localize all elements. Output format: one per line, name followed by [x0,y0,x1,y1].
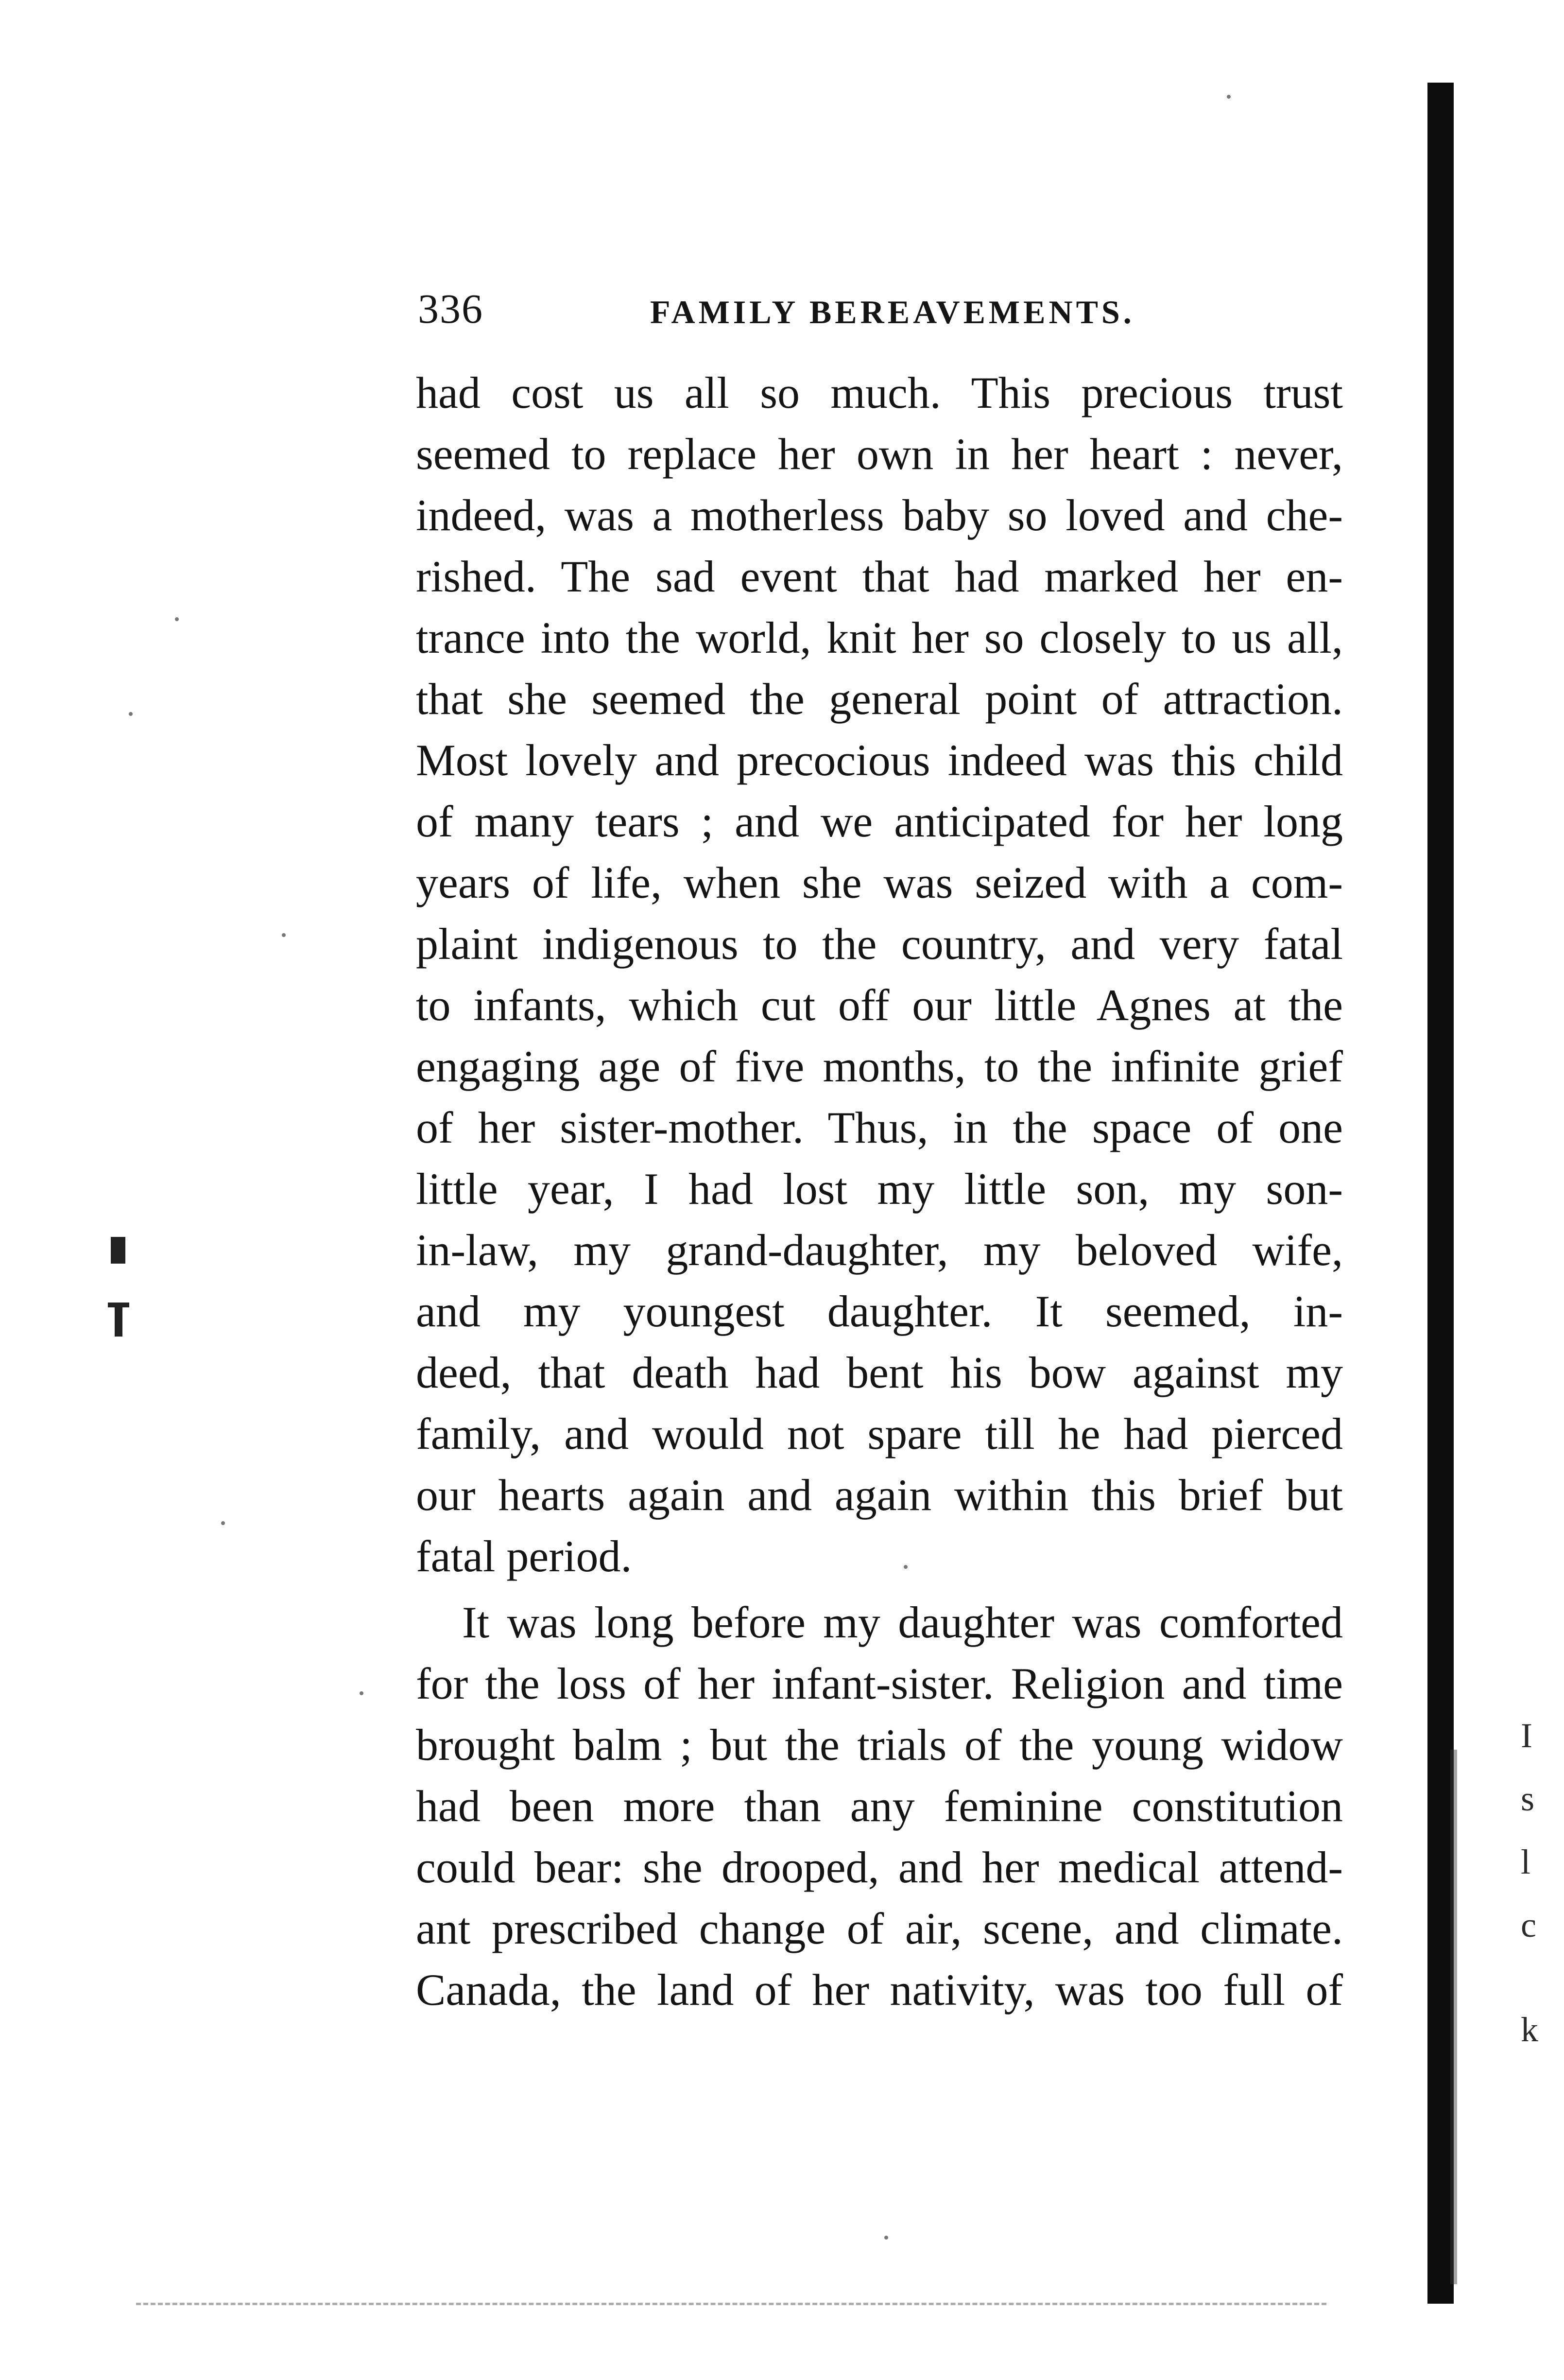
text-line: rished. The sad event that had marked her en- [416,552,1343,601]
scan-speck [1227,95,1231,99]
margin-mark [111,1237,125,1264]
text-line: Most lovely and precocious indeed was this child [416,735,1343,785]
text-line: trance into the world, knit her so closely to us all, [416,613,1343,662]
scan-speck [129,712,133,716]
text-line: engaging age of five months, to the infinite grief [416,1042,1343,1091]
scan-speck [282,933,286,937]
scan-speck [904,1565,908,1569]
text-line: deed, that death had bent his bow against my [416,1348,1343,1397]
bleed-through-letter: k [1521,2010,1538,2049]
scan-speck [175,617,179,621]
paragraph [416,1592,1343,2020]
text-line: to infants, which cut off our little Agnes at the [416,980,1343,1030]
text-line: our hearts again and again within this brief but [416,1470,1343,1520]
text-line: could bear: she drooped, and her medical attend- [416,1842,1343,1892]
text-line: It was long before my daughter was comforted [462,1598,1343,1647]
text-line: that she seemed the general point of attraction. [416,674,1343,724]
text-line: had been more than any feminine constitution [416,1781,1343,1831]
text-line: in-law, my grand-daughter, my beloved wife, [416,1225,1343,1275]
text-line: family, and would not spare till he had pierced [416,1409,1343,1459]
text-line: for the loss of her infant-sister. Religion and time [416,1659,1343,1708]
scan-speck [221,1521,225,1525]
bleed-through-letter: l [1521,1842,1531,1881]
page-number: 336 [418,285,483,332]
text-line: of her sister-mother. Thus, in the space of one [416,1103,1343,1152]
page-header [418,284,1351,338]
text-line: and my youngest daughter. It seemed, in- [416,1286,1343,1336]
bleed-through-letter: s [1521,1779,1535,1818]
binding-shadow-fade [1450,1750,1457,2284]
bleed-through-letter: c [1521,1906,1536,1945]
scan-edge-line [136,2303,1326,2305]
running-head: FAMILY BEREAVEMENTS. [650,294,1135,330]
text-line: indeed, was a motherless baby so loved and che- [416,490,1343,540]
text-line: fatal period. [416,1531,632,1581]
text-line: years of life, when she was seized with a com- [416,858,1343,907]
text-line: ant prescribed change of air, scene, and climate. [416,1904,1343,1953]
bleed-through-letter: I [1521,1716,1532,1755]
margin-mark [115,1307,122,1337]
body-text [416,362,1343,2020]
scan-speck [360,1691,363,1695]
text-line: seemed to replace her own in her heart : never, [416,429,1343,479]
margin-mark [108,1303,129,1307]
text-line: brought balm ; but the trials of the young widow [416,1720,1343,1770]
text-line: Canada, the land of her nativity, was too full of [416,1965,1343,2015]
binding-shadow [1427,83,1454,2304]
text-line: plaint indigenous to the country, and very fatal [416,919,1343,969]
text-line: of many tears ; and we anticipated for her long [416,797,1343,846]
text-line: little year, I had lost my little son, my son- [416,1164,1343,1214]
scan-speck [884,2236,888,2240]
text-line: had cost us all so much. This precious trust [416,368,1343,417]
paragraph [416,362,1343,1587]
